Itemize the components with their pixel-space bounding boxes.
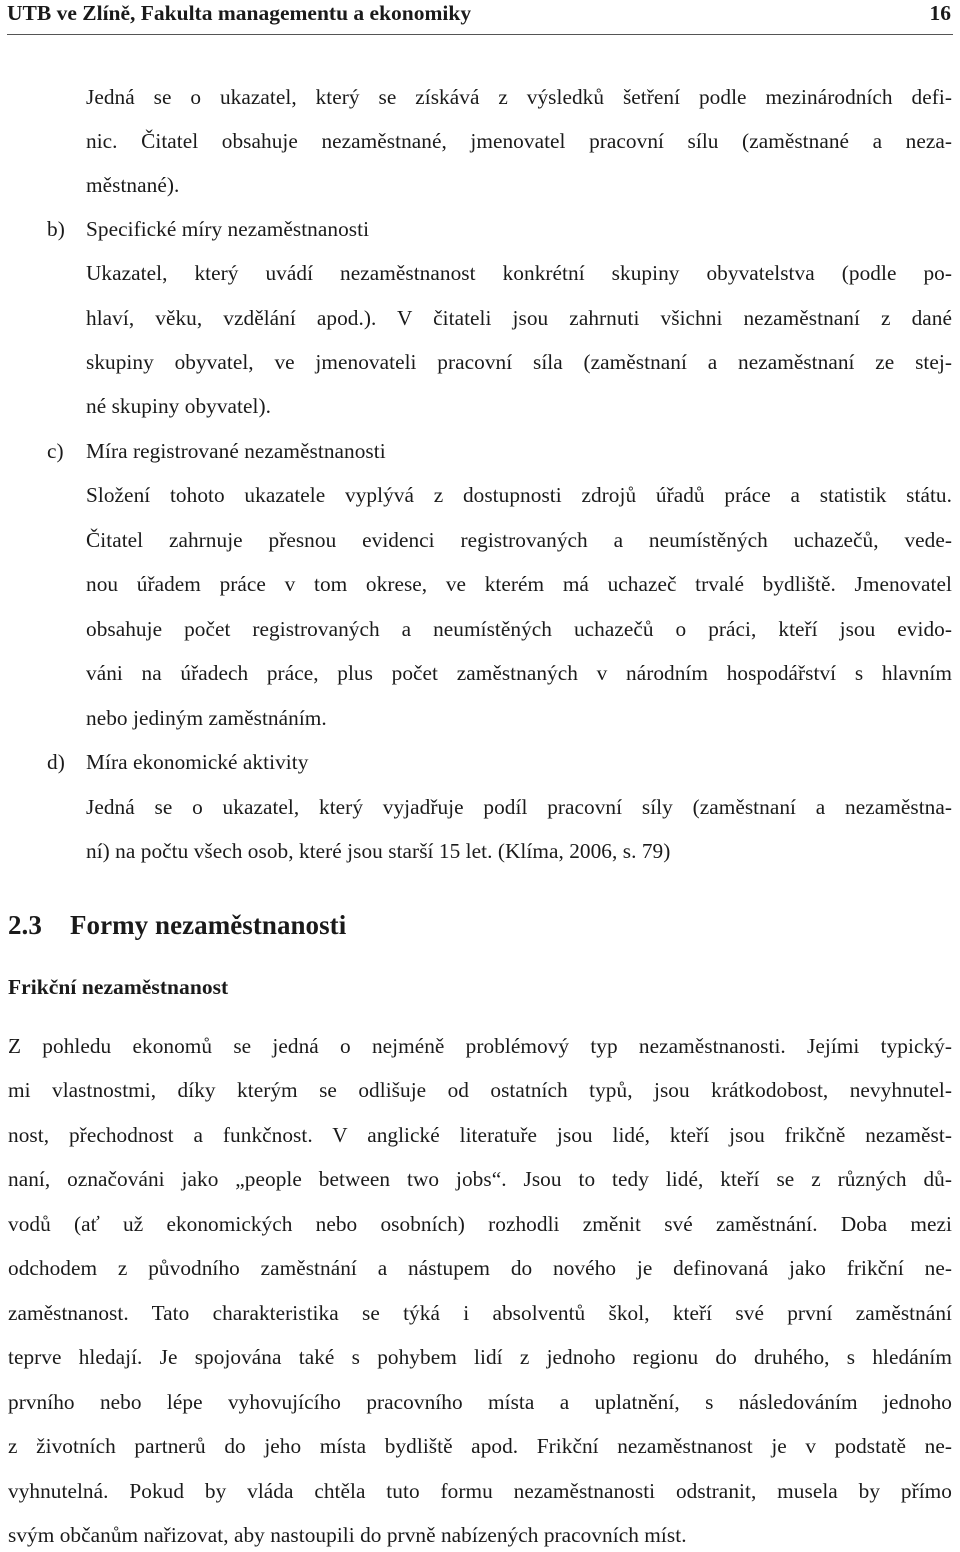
section-title: Formy nezaměstnanosti: [70, 910, 347, 940]
list-marker-b: b): [47, 217, 65, 241]
header-title: UTB ve Zlíně, Fakulta managementu a ekonomiky: [7, 1, 472, 25]
paragraph-line: teprve hledají. Je spojována také s pohybem lidí z jednoho regionu do druhého, s hledáním: [8, 1345, 952, 1369]
item-d-title: Míra ekonomické aktivity: [86, 750, 309, 774]
paragraph-line: vyhnutelná. Pokud by vláda chtěla tuto formu nezaměstnanosti odstranit, musela by přímo: [8, 1479, 952, 1503]
paragraph-line: zaměstnanost. Tato charakteristika se týká i absolventů škol, kteří své první zaměstnání: [8, 1301, 952, 1325]
paragraph-line: vodů (ať už ekonomických nebo osobních) rozhodli změnit své zaměstnání. Doba mezi: [8, 1212, 952, 1236]
item-b-line: né skupiny obyvatel).: [86, 394, 271, 418]
intro-line: nic. Čitatel obsahuje nezaměstnané, jmenovatel pracovní sílu (zaměstnané a neza-: [86, 129, 952, 153]
paragraph-line: Z pohledu ekonomů se jedná o nejméně problémový typ nezaměstnanosti. Jejími typický-: [8, 1034, 952, 1058]
item-c-line: Složení tohoto ukazatele vyplývá z dostupnosti zdrojů úřadů práce a statistik státu.: [86, 483, 952, 507]
item-d-line: ní) na počtu všech osob, které jsou starší 15 let. (Klíma, 2006, s. 79): [86, 839, 671, 863]
list-marker-c: c): [47, 439, 64, 463]
paragraph-line: naní, označováni jako „people between two jobs“. Jsou to tedy lidé, kteří se z různých dů-: [8, 1167, 952, 1191]
paragraph-line: prvního nebo lépe vyhovujícího pracovního místa a uplatnění, s následováním jednoho: [8, 1390, 952, 1414]
list-marker-d: d): [47, 750, 65, 774]
item-b-title: Specifické míry nezaměstnanosti: [86, 217, 370, 241]
item-b-line: Ukazatel, který uvádí nezaměstnanost konkrétní skupiny obyvatelstva (podle po-: [86, 261, 952, 285]
item-b-line: skupiny obyvatel, ve jmenovateli pracovní síla (zaměstnaní a nezaměstnaní ze stej-: [86, 350, 952, 374]
item-c-line: obsahuje počet registrovaných a neumístěných uchazečů o práci, kteří jsou evido-: [86, 617, 952, 641]
paragraph-line: svým občanům nařizovat, aby nastoupili do prvně nabízených pracovních míst.: [8, 1523, 687, 1547]
item-b-line: hlaví, věku, vzdělání apod.). V čitateli jsou zahrnuti všichni nezaměstnaní z dané: [86, 306, 952, 330]
section-heading: [8, 910, 346, 941]
item-c-line: nebo jediným zaměstnáním.: [86, 706, 327, 730]
paragraph-line: odchodem z původního zaměstnání a nástupem do nového je definovaná jako frikční ne-: [8, 1256, 952, 1280]
intro-line: Jedná se o ukazatel, který se získává z výsledků šetření podle mezinárodních defi-: [86, 85, 952, 109]
paragraph-line: z životních partnerů do jeho místa bydliště apod. Frikční nezaměstnanost je v podstatě ne-: [8, 1434, 952, 1458]
section-number: 2.3: [8, 910, 42, 940]
subsection-heading: Frikční nezaměstnanost: [8, 975, 229, 999]
page-header: [7, 0, 953, 35]
intro-line: městnané).: [86, 173, 180, 197]
paragraph-line: mi vlastnostmi, díky kterým se odlišuje od ostatních typů, jsou krátkodobost, nevyhnutel-: [8, 1078, 952, 1102]
item-c-line: nou úřadem práce v tom okrese, ve kterém má uchazeč trvalé bydliště. Jmenovatel: [86, 572, 952, 596]
item-c-line: Čitatel zahrnuje přesnou evidenci registrovaných a neumístěných uchazečů, vede-: [86, 528, 952, 552]
item-c-line: váni na úřadech práce, plus počet zaměstnaných v národním hospodářství s hlavním: [86, 661, 952, 685]
item-d-line: Jedná se o ukazatel, který vyjadřuje podíl pracovní síly (zaměstnaní a nezaměstna-: [86, 795, 952, 819]
item-c-title: Míra registrované nezaměstnanosti: [86, 439, 386, 463]
page-number: 16: [929, 1, 951, 25]
paragraph-line: nost, přechodnost a funkčnost. V anglické literatuře jsou lidé, kteří jsou frikčně nezaměst-: [8, 1123, 952, 1147]
